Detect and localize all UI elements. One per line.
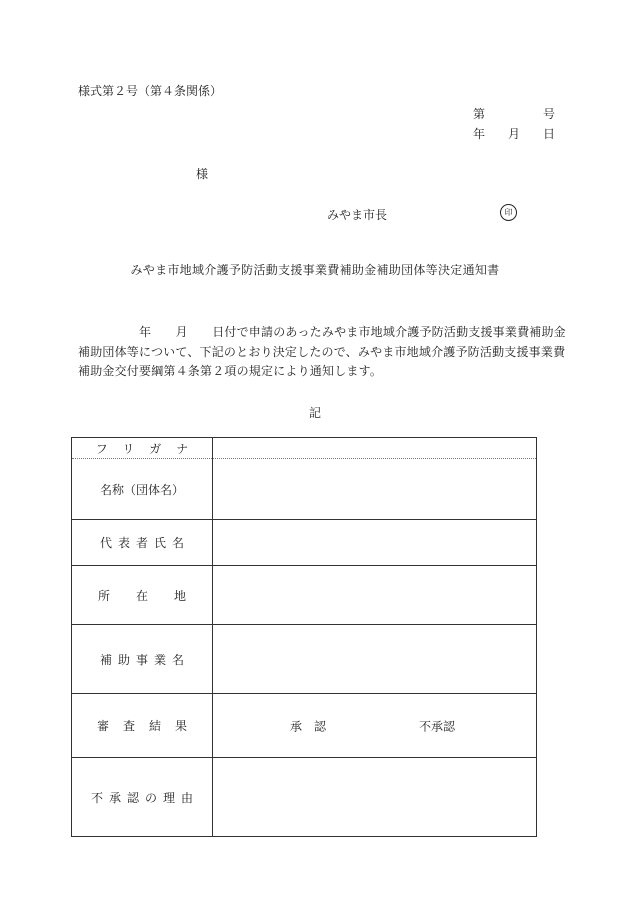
reject-option[interactable]: 不承認 bbox=[419, 719, 456, 733]
furigana-label-cell bbox=[72, 438, 213, 459]
reason-row bbox=[72, 758, 537, 837]
issuer-name: みやま市長 bbox=[327, 208, 388, 222]
seal-mark-icon: 印 bbox=[500, 204, 517, 221]
result-row bbox=[72, 694, 537, 758]
representative-label: 代表者氏名 bbox=[99, 536, 190, 550]
result-label: 審査結果 bbox=[96, 719, 201, 733]
address-value-cell[interactable] bbox=[213, 566, 537, 625]
body-line-1: 年 月 日付で申請のあったみやま市地域介護予防活動支援事業費補助金 bbox=[78, 325, 566, 339]
result-value-cell bbox=[213, 694, 537, 758]
name-label: 名称（団体名） bbox=[99, 482, 184, 497]
date-day-label: 日 bbox=[543, 127, 556, 141]
address-label: 所在地 bbox=[98, 588, 213, 603]
ki-heading: 記 bbox=[308, 406, 321, 420]
document-title: みやま市地域介護予防活動支援事業費補助金補助団体等決定通知書 bbox=[130, 263, 500, 277]
result-label-cell bbox=[72, 694, 213, 758]
date-month-label: 月 bbox=[508, 127, 521, 141]
document-number-suffix: 号 bbox=[543, 107, 556, 121]
project-label: 補助事業名 bbox=[99, 652, 190, 667]
project-value-cell[interactable] bbox=[213, 625, 537, 694]
project-row bbox=[72, 625, 537, 694]
furigana-value-cell[interactable] bbox=[213, 438, 537, 459]
date-year-label: 年 bbox=[473, 127, 486, 141]
approve-option[interactable]: 承 認 bbox=[290, 719, 327, 733]
body-paragraph bbox=[78, 323, 566, 382]
addressee-honorific: 様 bbox=[196, 167, 209, 181]
name-label-cell bbox=[72, 459, 213, 520]
reason-value-cell[interactable] bbox=[213, 758, 537, 837]
representative-row bbox=[72, 520, 537, 566]
name-value-cell[interactable] bbox=[213, 459, 537, 520]
address-label-cell bbox=[72, 566, 213, 625]
reason-label: 不承認の理由 bbox=[90, 790, 199, 805]
furigana-label: フリガナ bbox=[95, 441, 204, 456]
reason-label-cell bbox=[72, 758, 213, 837]
address-row bbox=[72, 566, 537, 625]
decision-form-table bbox=[71, 437, 537, 837]
project-label-cell bbox=[72, 625, 213, 694]
body-line-3: 補助金交付要綱第４条第２項の規定により通知します。 bbox=[78, 364, 383, 378]
representative-label-cell bbox=[72, 520, 213, 566]
document-number-prefix: 第 bbox=[473, 107, 486, 121]
name-row bbox=[72, 459, 537, 520]
representative-value-cell[interactable] bbox=[213, 520, 537, 566]
body-line-2: 補助団体等について、下記のとおり決定したので、みやま市地域介護予防活動支援事業費 bbox=[78, 344, 566, 359]
furigana-row bbox=[72, 438, 537, 459]
form-number: 様式第２号（第４条関係） bbox=[78, 84, 223, 98]
